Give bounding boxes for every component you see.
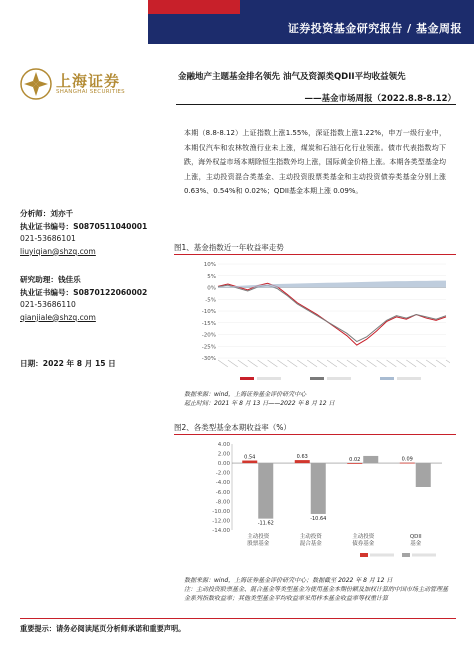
y-tick-label: -20% (201, 332, 216, 339)
legend-label-ytd (412, 554, 436, 557)
x-tick-mark (268, 360, 278, 367)
report-subtitle: ——基金市场周报（2022.8.8-8.12） (304, 94, 456, 104)
bar-ytd (311, 463, 326, 514)
y-tick-label: -5% (205, 297, 216, 304)
x-category-label: 混合基金 (299, 541, 322, 547)
x-tick-mark (337, 360, 347, 367)
bar-value-label: 0.02 (349, 457, 361, 464)
figure1-source-text: 数据来源：wind，上海证券基金评价研究中心 (184, 391, 307, 398)
x-tick-mark (258, 360, 268, 367)
x-tick-mark (436, 360, 446, 367)
bar-period (400, 463, 415, 464)
x-tick-mark (347, 360, 357, 367)
bar-ytd (363, 456, 378, 463)
figure2-rule (174, 434, 456, 435)
y-tick-label: -4.00 (215, 480, 230, 487)
x-category-label: 主动投资 (299, 534, 322, 540)
logo-icon (20, 68, 52, 100)
bar-ytd (258, 463, 273, 519)
assistant-info (20, 274, 147, 324)
y-tick-label: 0.00 (217, 461, 230, 468)
x-tick-mark (446, 360, 450, 367)
x-tick-mark (367, 360, 377, 367)
assistant-phone: 021-53686110 (20, 300, 76, 309)
line-chart-svg (196, 258, 450, 386)
x-tick-mark (277, 360, 287, 367)
x-category-label: 主动投资 (352, 534, 375, 540)
report-headline: 金融地产主题基金排名领先 油气及资源类QDII平均收益领先 (178, 72, 406, 82)
analyst-phone: 021-53686101 (20, 234, 76, 243)
bar-value-label: 0.09 (401, 456, 413, 463)
figure1-period-text: 起止时间：2021 年 8 月 13 日——2022 年 8 月 12 日 (184, 400, 335, 407)
figure1-title: 图1、基金指数近一年收益率走势 (174, 243, 284, 252)
bar-chart-svg (210, 438, 446, 568)
y-tick-label: 4.00 (217, 442, 230, 448)
legend-label-bond (397, 377, 421, 380)
x-tick-mark (317, 360, 327, 367)
series-line-equity (218, 283, 446, 345)
assistant-name: 研究助理：钱佳乐 (20, 275, 81, 284)
bar-value-label: -10.64 (310, 515, 327, 522)
y-tick-label: -2.00 (215, 470, 230, 477)
report-type: 证券投资基金研究报告 / 基金周报 (287, 22, 462, 35)
analyst-info (20, 208, 147, 258)
fund-index-line-chart (196, 258, 450, 386)
bar-period (295, 460, 310, 463)
footer-divider (20, 618, 456, 619)
x-tick-mark (416, 360, 426, 367)
y-tick-label: 0% (207, 285, 216, 292)
bar-ytd (416, 463, 431, 487)
series-area-bond (218, 281, 446, 288)
bar-period (242, 461, 257, 464)
x-tick-mark (406, 360, 416, 367)
figure2-title: 图2、各类型基金本期收益率（%） (174, 423, 291, 432)
legend-label-equity (257, 377, 281, 380)
x-tick-mark (357, 360, 367, 367)
bar-value-label: -11.62 (257, 520, 274, 527)
y-tick-label: -12.00 (212, 518, 230, 525)
figure1-source (184, 390, 335, 408)
report-date: 日期：2022 年 8 月 15 日 (20, 359, 116, 368)
figure1-rule (174, 254, 456, 255)
legend-swatch-period (360, 553, 368, 557)
y-tick-label: 2.00 (217, 451, 230, 458)
summary-paragraph: 本期（8.8-8.12）上证指数上涨1.55%，深证指数上涨1.22%，申万一级行业中，本期仅汽车和农林牧渔行业未上涨，煤炭和石油石化行业领涨。债市代表指数均下跌，海外权益市场本期除恒生指数外均上涨，国际黄金价格上涨。本期各类型基金均上涨，主动投资混合类基金、主动投资股票类基金和主动投资债券类基金分别上涨 0.63%、0.54%和 0.02%；QDII基金本期上涨 0.09%。 (184, 129, 446, 195)
x-category-label: 股票基金 (247, 541, 270, 547)
logo-name-en: SHANGHAI SECURITIES (56, 89, 125, 95)
series-line-mixed (218, 285, 446, 341)
analyst-cert: 执业证书编号：S0870511040001 (20, 221, 148, 231)
bar-value-label: 0.54 (244, 454, 256, 461)
x-tick-mark (307, 360, 317, 367)
x-tick-mark (396, 360, 406, 367)
x-tick-mark (248, 360, 258, 367)
y-tick-label: -25% (201, 344, 216, 351)
legend-swatch-bond (380, 377, 394, 380)
legend-swatch-equity (240, 377, 254, 380)
footer-disclaimer: 重要提示：请务必阅读尾页分析师承诺和重要声明。 (20, 624, 186, 633)
figure2-note-line1: 注：主动投资股票基金、混合基金等类型基金为使用基金本期份额及加权计算的中国市场主动管理基 (184, 586, 449, 593)
x-tick-mark (387, 360, 397, 367)
analyst-name: 分析师：刘亦千 (20, 209, 74, 218)
x-tick-mark (426, 360, 436, 367)
x-tick-mark (228, 360, 238, 367)
assistant-email-link[interactable]: qianjiale@shzq.com (20, 312, 96, 322)
subtitle-divider (176, 104, 456, 105)
bar-value-label: 0.63 (296, 454, 308, 461)
x-tick-mark (218, 360, 228, 367)
fund-return-bar-chart (210, 438, 446, 568)
x-category-label: 主动投资 (247, 534, 270, 540)
y-tick-label: -15% (201, 320, 216, 327)
x-tick-mark (377, 360, 387, 367)
x-tick-mark (327, 360, 337, 367)
x-category-label: QDII (409, 534, 422, 540)
x-tick-mark (287, 360, 297, 367)
y-tick-label: -10.00 (212, 508, 230, 515)
x-category-label: 基金 (410, 541, 422, 547)
x-tick-mark (238, 360, 248, 367)
assistant-cert: 执业证书编号：S0870122060002 (20, 287, 148, 297)
figure2-source-text: 数据来源：wind，上海证券基金评价研究中心；数据截至 2022 年 8 月 12 日 (184, 577, 393, 584)
header-accent (148, 0, 240, 14)
figure2-source (184, 576, 448, 603)
x-category-label: 债券基金 (352, 541, 375, 547)
legend-swatch-ytd (402, 553, 410, 557)
logo-name-cn: 上海证券 (56, 72, 121, 90)
y-tick-label: 10% (203, 262, 216, 268)
y-tick-label: 5% (207, 273, 216, 280)
company-logo (20, 68, 160, 102)
y-tick-label: -14.00 (212, 528, 230, 534)
y-tick-label: -6.00 (215, 489, 230, 496)
legend-label-period (370, 554, 394, 557)
legend-swatch-mixed (310, 377, 324, 380)
y-tick-label: -10% (201, 309, 216, 315)
y-tick-label: -30% (201, 356, 216, 362)
analyst-email-link[interactable]: liuyiqian@shzq.com (20, 246, 96, 256)
figure2-note-line2: 金系列指数收益率；其他类型基金平均收益率采用样本基金收益率等权重计算 (184, 595, 389, 602)
bar-period (347, 463, 362, 464)
y-tick-label: -8.00 (215, 499, 230, 506)
x-tick-mark (297, 360, 307, 367)
legend-label-mixed (327, 377, 351, 380)
